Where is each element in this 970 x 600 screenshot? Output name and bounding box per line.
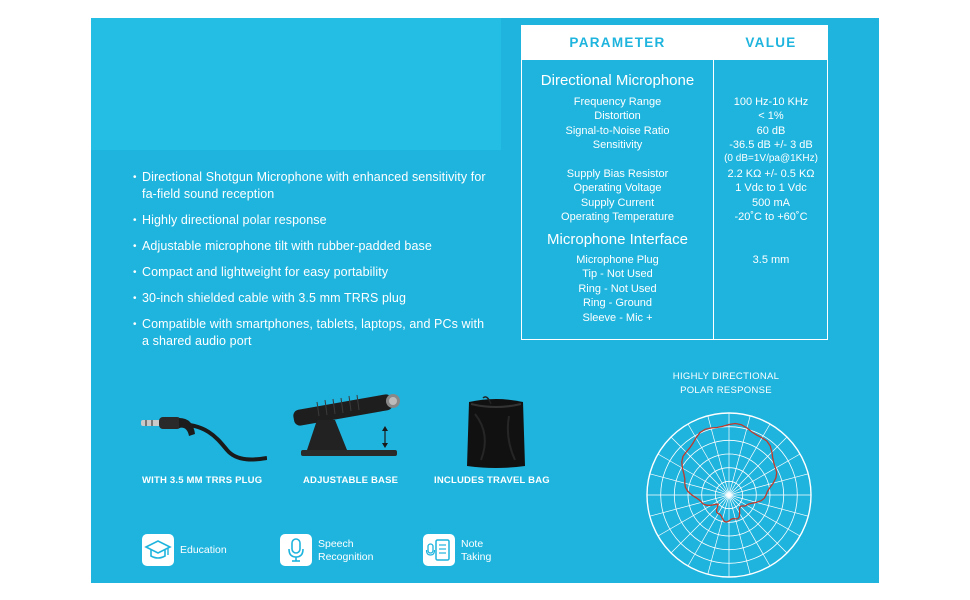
spec-value: 3.5 mm [752,254,790,266]
spec-param: Tip - Not Used [582,268,653,280]
spec-row [522,95,827,109]
spec-value: 100 Hz-10 KHz [733,96,809,108]
polar-grid-spoke [729,495,770,566]
polar-grid-spoke [671,437,729,495]
spec-row [522,282,827,296]
graduation-cap-icon [142,534,174,566]
trrs-plug-photo [137,398,267,468]
spec-row [522,210,827,224]
use-case-label-line: Taking [461,551,492,563]
spec-param: Signal-to-Noise Ratio [565,125,670,137]
spec-row [522,296,827,310]
spec-param: Distortion [594,110,641,122]
parameter-header: PARAMETER [569,35,666,50]
feature-item: • Adjustable microphone tilt with rubber-padded base [133,238,493,255]
spec-param: Microphone Plug [576,254,659,266]
product-caption: WITH 3.5 MM TRRS PLUG [142,475,263,486]
polar-title [651,370,801,398]
spec-row [522,181,827,195]
use-case-label: Education [180,544,227,556]
panel-highlight [91,18,501,150]
polar-title-line: POLAR RESPONSE [680,385,772,396]
use-case-label-line: Note [461,538,484,550]
spec-param: Ring - Not Used [578,283,657,295]
polar-grid-spoke [658,454,729,495]
feature-item: • Directional Shotgun Microphone with enhanced sensitivity for fa-field sound reception [133,169,493,203]
spec-row [522,196,827,210]
spec-value: 1 Vdc to 1 Vdc [735,182,807,194]
spec-param: Sensitivity [592,139,643,151]
feature-list [133,169,493,359]
spec-value: 500 mA [752,197,790,209]
spec-row [522,311,827,325]
use-case-label-line: Speech [318,538,354,550]
spec-row [522,267,827,281]
polar-response-diagram [629,403,829,583]
spec-table [521,25,828,340]
polar-title-line: HIGHLY DIRECTIONAL [672,371,780,382]
feature-item: • 30-inch shielded cable with 3.5 mm TRRS plug [133,290,493,307]
feature-item: • Compact and lightweight for easy portability [133,264,493,281]
value-header: VALUE [745,35,797,50]
use-case-label [461,538,491,564]
product-infographic-panel [91,18,879,583]
spec-row [522,253,827,267]
polar-grid-spoke [671,495,729,553]
spec-param: Operating Voltage [573,182,662,194]
spec-param: Sleeve - Mic + [582,312,653,324]
spec-row [522,109,827,123]
spec-value: 2.2 KΩ +/- 0.5 KΩ [727,168,815,180]
spec-param: Supply Current [580,197,655,209]
notepad-icon [423,534,455,566]
spec-row [522,167,827,181]
spec-value: -36.5 dB +/- 3 dB [729,139,813,151]
spec-value-note: (0 dB=1V/pa@1KHz) [724,153,818,164]
polar-grid-spoke [729,437,787,495]
spec-param: Supply Bias Resistor [566,168,669,180]
microphone-icon [280,534,312,566]
spec-value: -20˚C to +60˚C [734,211,808,223]
spec-value: 60 dB [756,125,786,137]
polar-grid [647,413,811,577]
polar-grid-spoke [729,454,800,495]
microphone-stand-photo [287,388,407,468]
polar-grid-spoke [658,495,729,536]
feature-item: • Compatible with smartphones, tablets, laptops, and PCs with a shared audio port [133,316,493,350]
use-case-label [318,538,373,564]
product-caption: ADJUSTABLE BASE [303,475,399,486]
polar-grid-spoke [729,424,770,495]
spec-param: Frequency Range [573,96,662,108]
spec-param: Ring - Ground [582,297,653,309]
spec-table-header [522,26,827,60]
polar-grid-spoke [688,424,729,495]
spec-param: Operating Temperature [561,211,674,223]
feature-item: • Highly directional polar response [133,212,493,229]
section-title-directional: Directional Microphone [540,72,695,89]
spec-value: < 1% [758,110,784,122]
polar-grid-spoke [729,495,787,553]
section-title-interface: Microphone Interface [547,231,688,248]
product-caption: INCLUDES TRAVEL BAG [434,475,550,486]
spec-row [522,138,827,152]
travel-bag-photo [461,394,531,470]
spec-row [522,124,827,138]
use-case-label-line: Recognition [318,551,374,563]
